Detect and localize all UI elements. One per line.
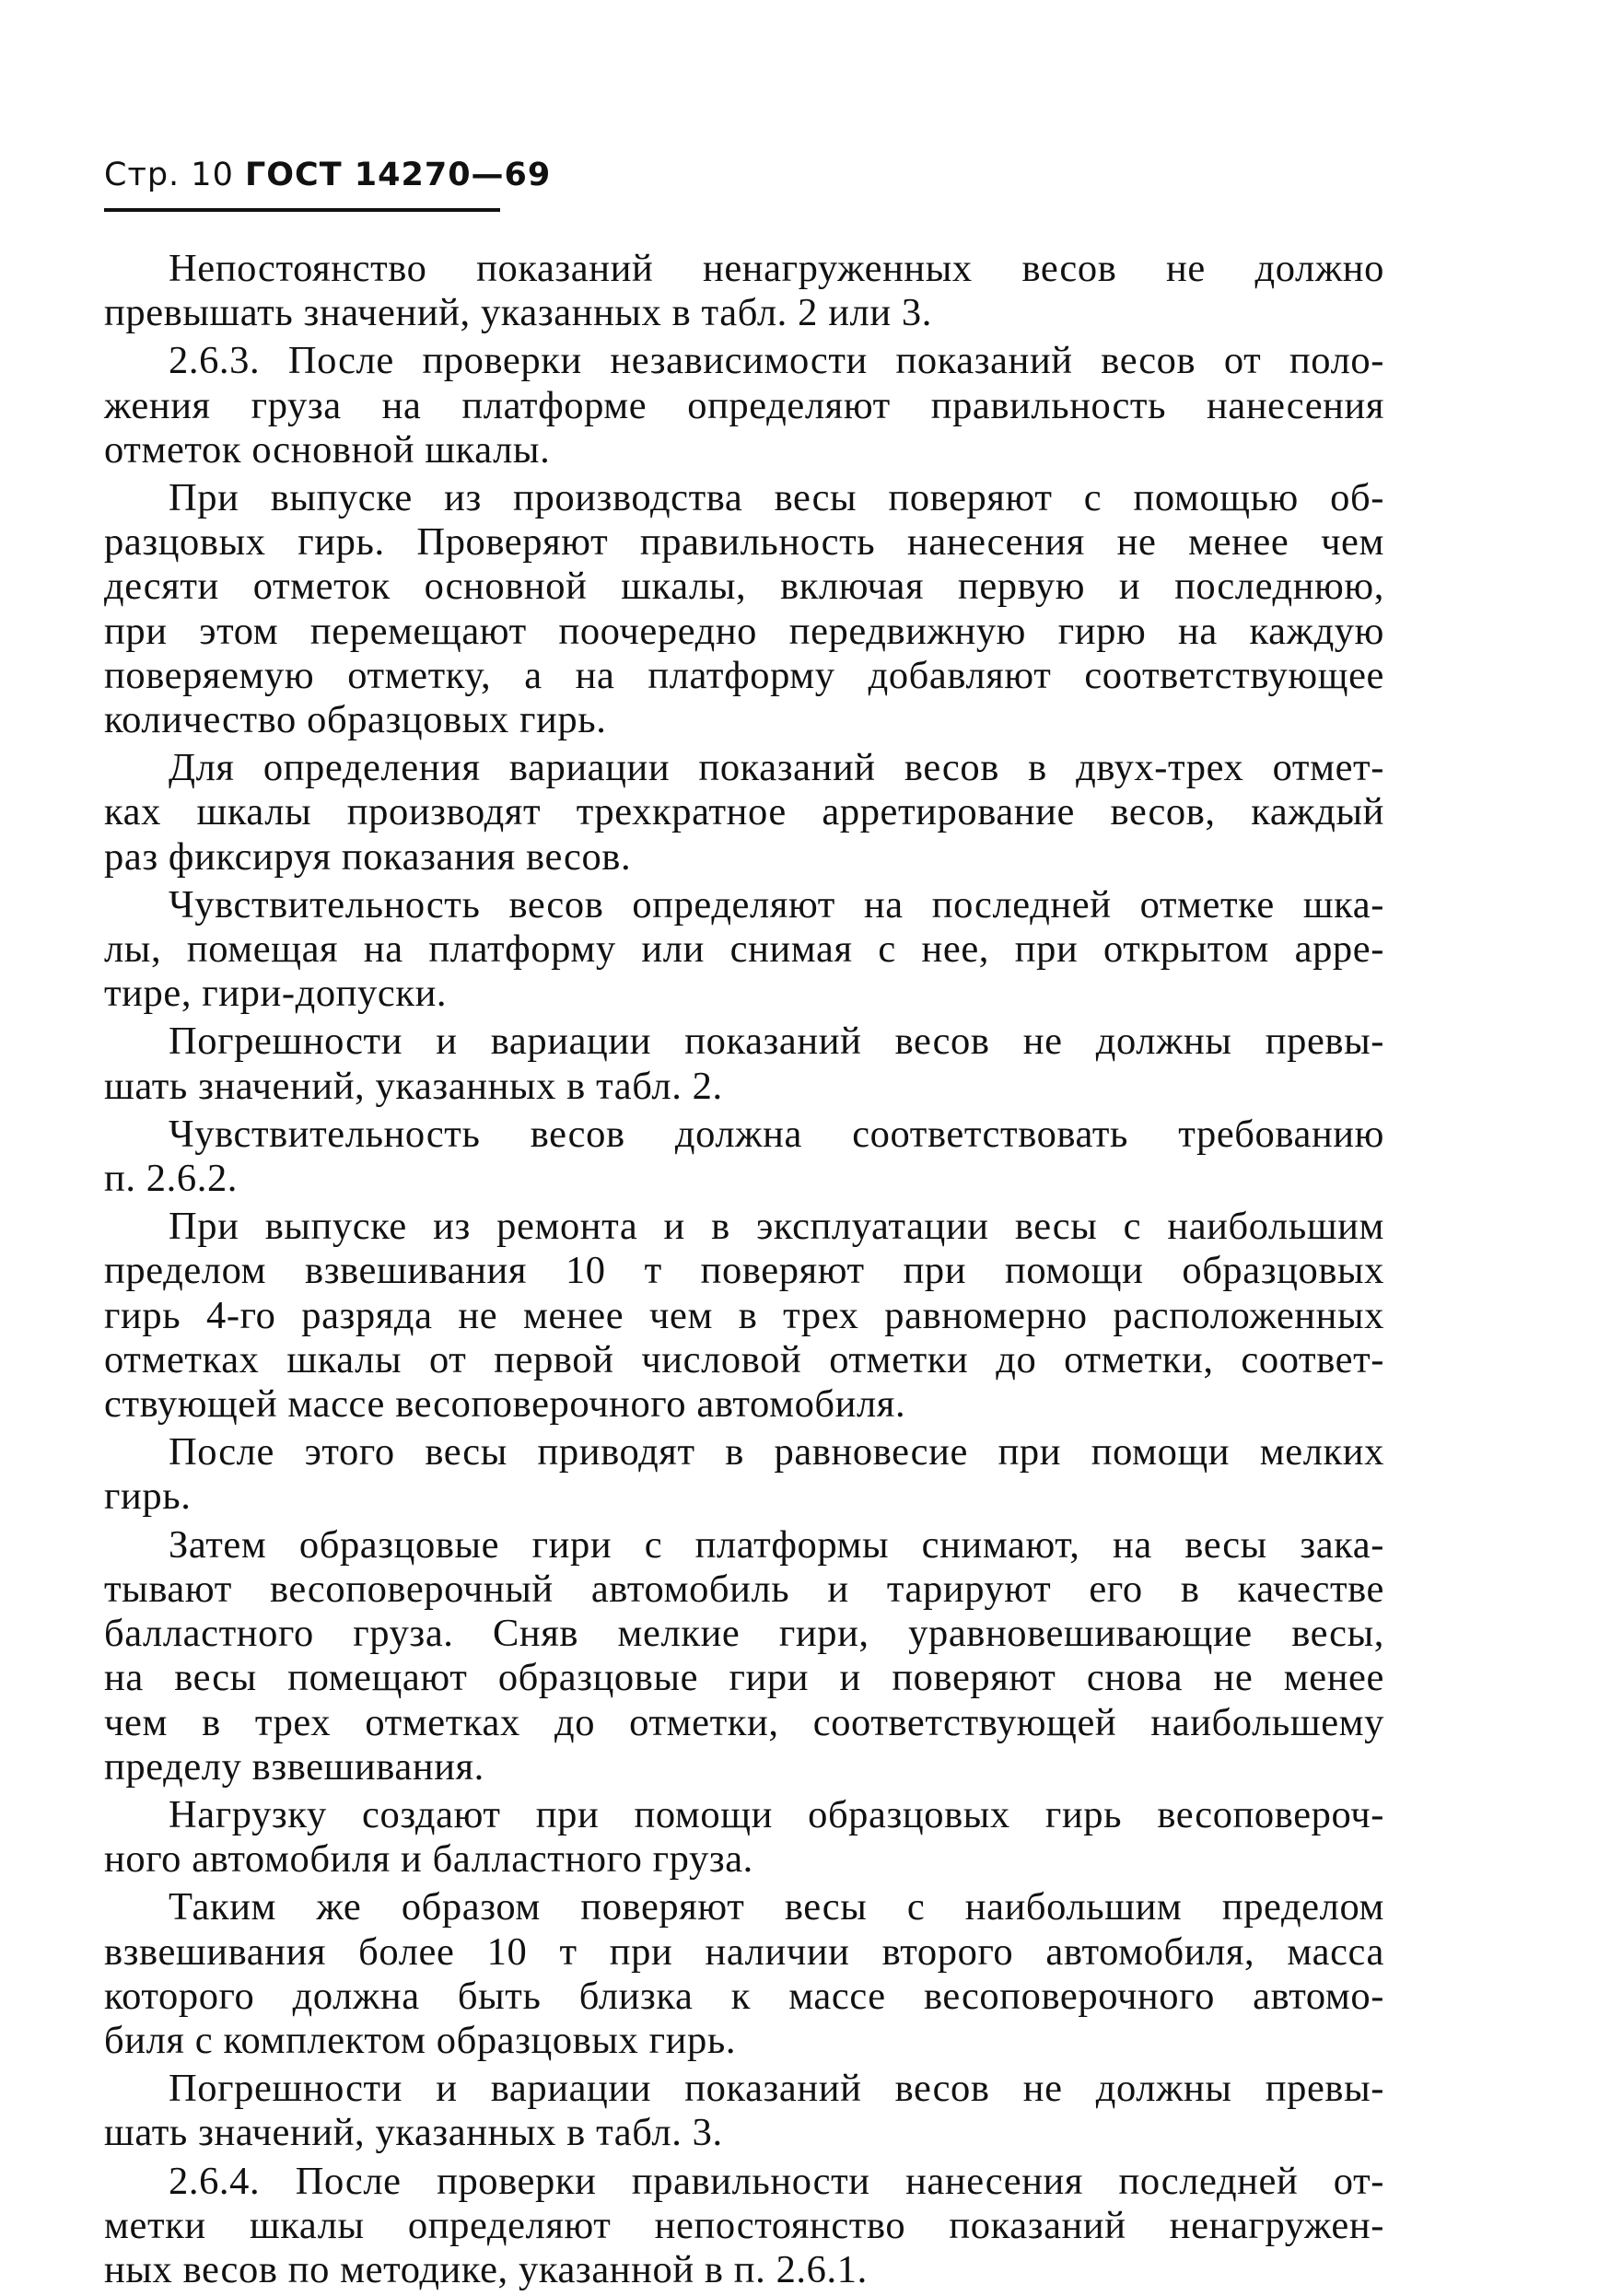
paragraph: [104, 746, 1384, 880]
paragraph: [104, 1523, 1384, 1789]
text-line: отметках шкалы от первой числовой отметки до отметки, соответ-: [104, 1337, 1384, 1381]
text-line: гирь 4-го разряда не менее чем в трех равномерно расположенных: [104, 1293, 1384, 1337]
text-line: на весы помещают образцовые гири и поверяют снова не менее: [104, 1656, 1384, 1700]
text-line: гирь.: [104, 1474, 192, 1519]
text-line: взвешивания более 10 т при наличии второго автомобиля, масса: [104, 1929, 1384, 1974]
text-line: тывают весоповерочный автомобиль и тарируют его в качестве: [104, 1567, 1384, 1611]
text-line: превышать значений, указанных в табл. 2 или 3.: [104, 291, 932, 335]
text-line: раз фиксируя показания весов.: [104, 834, 632, 879]
text-line: шать значений, указанных в табл. 2.: [104, 1064, 723, 1108]
text-line: ках шкалы производят трехкратное арретирование весов, каждый: [104, 790, 1384, 834]
text-line: После этого весы приводят в равновесие при помощи мелких: [169, 1430, 1384, 1474]
text-line: Чувствительность весов должна соответствовать требованию: [169, 1112, 1384, 1156]
text-line: отметок основной шкалы.: [104, 427, 551, 472]
text-line: Таким же образом поверяют весы с наибольшим пределом: [169, 1885, 1384, 1929]
text-line: пределу взвешивания.: [104, 1744, 484, 1789]
paragraph: [104, 247, 1384, 335]
paragraph: [104, 2067, 1384, 2155]
paragraph: [104, 1205, 1384, 1427]
text-line: чем в трех отметках до отметки, соответствующей наибольшему: [104, 1700, 1384, 1744]
paragraph: [104, 2160, 1384, 2293]
paragraph: [104, 1793, 1384, 1882]
text-line: При выпуске из ремонта и в эксплуатации весы с наибольшим: [169, 1205, 1384, 1249]
text-line: Чувствительность весов определяют на последней отметке шка-: [169, 882, 1384, 927]
document-body: [104, 247, 1384, 2296]
text-line: Погрешности и вариации показаний весов не должны превы-: [169, 1020, 1384, 1064]
standard-number: ГОСТ 14270—69: [244, 157, 552, 193]
header-rule: [104, 208, 500, 212]
text-line: биля с комплектом образцовых гирь.: [104, 2018, 737, 2062]
paragraph: [104, 1430, 1384, 1519]
paragraph: [104, 1113, 1384, 1201]
paragraph: [104, 476, 1384, 742]
page-header: [104, 157, 551, 193]
text-line: 2.6.3. После проверки независимости показаний весов от поло-: [169, 339, 1384, 383]
paragraph: [104, 1885, 1384, 2063]
page-number: Стр. 10: [104, 157, 234, 193]
text-line: ного автомобиля и балластного груза.: [104, 1837, 753, 1882]
text-line: ных весов по методике, указанной в п. 2.6.1.: [104, 2247, 868, 2291]
paragraph: [104, 339, 1384, 472]
text-line: Затем образцовые гири с платформы снимают, на весы зака-: [169, 1522, 1384, 1567]
text-line: жения груза на платформе определяют правильность нанесения: [104, 383, 1384, 427]
text-line: Непостоянство показаний ненагруженных весов не должно: [169, 247, 1384, 290]
text-line: 2.6.4. После проверки правильности нанесения последней от-: [169, 2159, 1384, 2203]
text-line: Нагрузку создают при помощи образцовых гирь весоповероч-: [169, 1792, 1384, 1836]
text-line: разцовых гирь. Проверяют правильность нанесения не менее чем: [104, 520, 1384, 565]
paragraph: [104, 1020, 1384, 1108]
text-line: метки шкалы определяют непостоянство показаний ненагружен-: [104, 2203, 1384, 2247]
text-line: тире, гири-допуски.: [104, 972, 448, 1016]
text-line: которого должна быть близка к массе весоповерочного автомо-: [104, 1974, 1384, 2018]
text-line: десяти отметок основной шкалы, включая первую и последнюю,: [104, 565, 1384, 609]
paragraph: [104, 883, 1384, 1017]
text-line: Погрешности и вариации показаний весов не должны превы-: [169, 2067, 1384, 2111]
text-line: Для определения вариации показаний весов в двух-трех отмет-: [169, 746, 1384, 790]
text-line: балластного груза. Сняв мелкие гири, уравновешивающие весы,: [104, 1612, 1384, 1656]
text-line: при этом перемещают поочередно передвижную гирю на каждую: [104, 609, 1384, 653]
text-line: п. 2.6.2.: [104, 1157, 239, 1201]
text-line: ствующей массе весоповерочного автомобиля.: [104, 1382, 906, 1427]
text-line: шать значений, указанных в табл. 3.: [104, 2111, 723, 2155]
text-line: лы, помещая на платформу или снимая с нее, при открытом арре-: [104, 927, 1384, 972]
text-line: пределом взвешивания 10 т поверяют при помощи образцовых: [104, 1249, 1384, 1293]
text-line: количество образцовых гирь.: [104, 698, 607, 742]
text-line: При выпуске из производства весы поверяют с помощью об-: [169, 476, 1384, 520]
text-line: поверяемую отметку, а на платформу добавляют соответствующее: [104, 653, 1384, 697]
